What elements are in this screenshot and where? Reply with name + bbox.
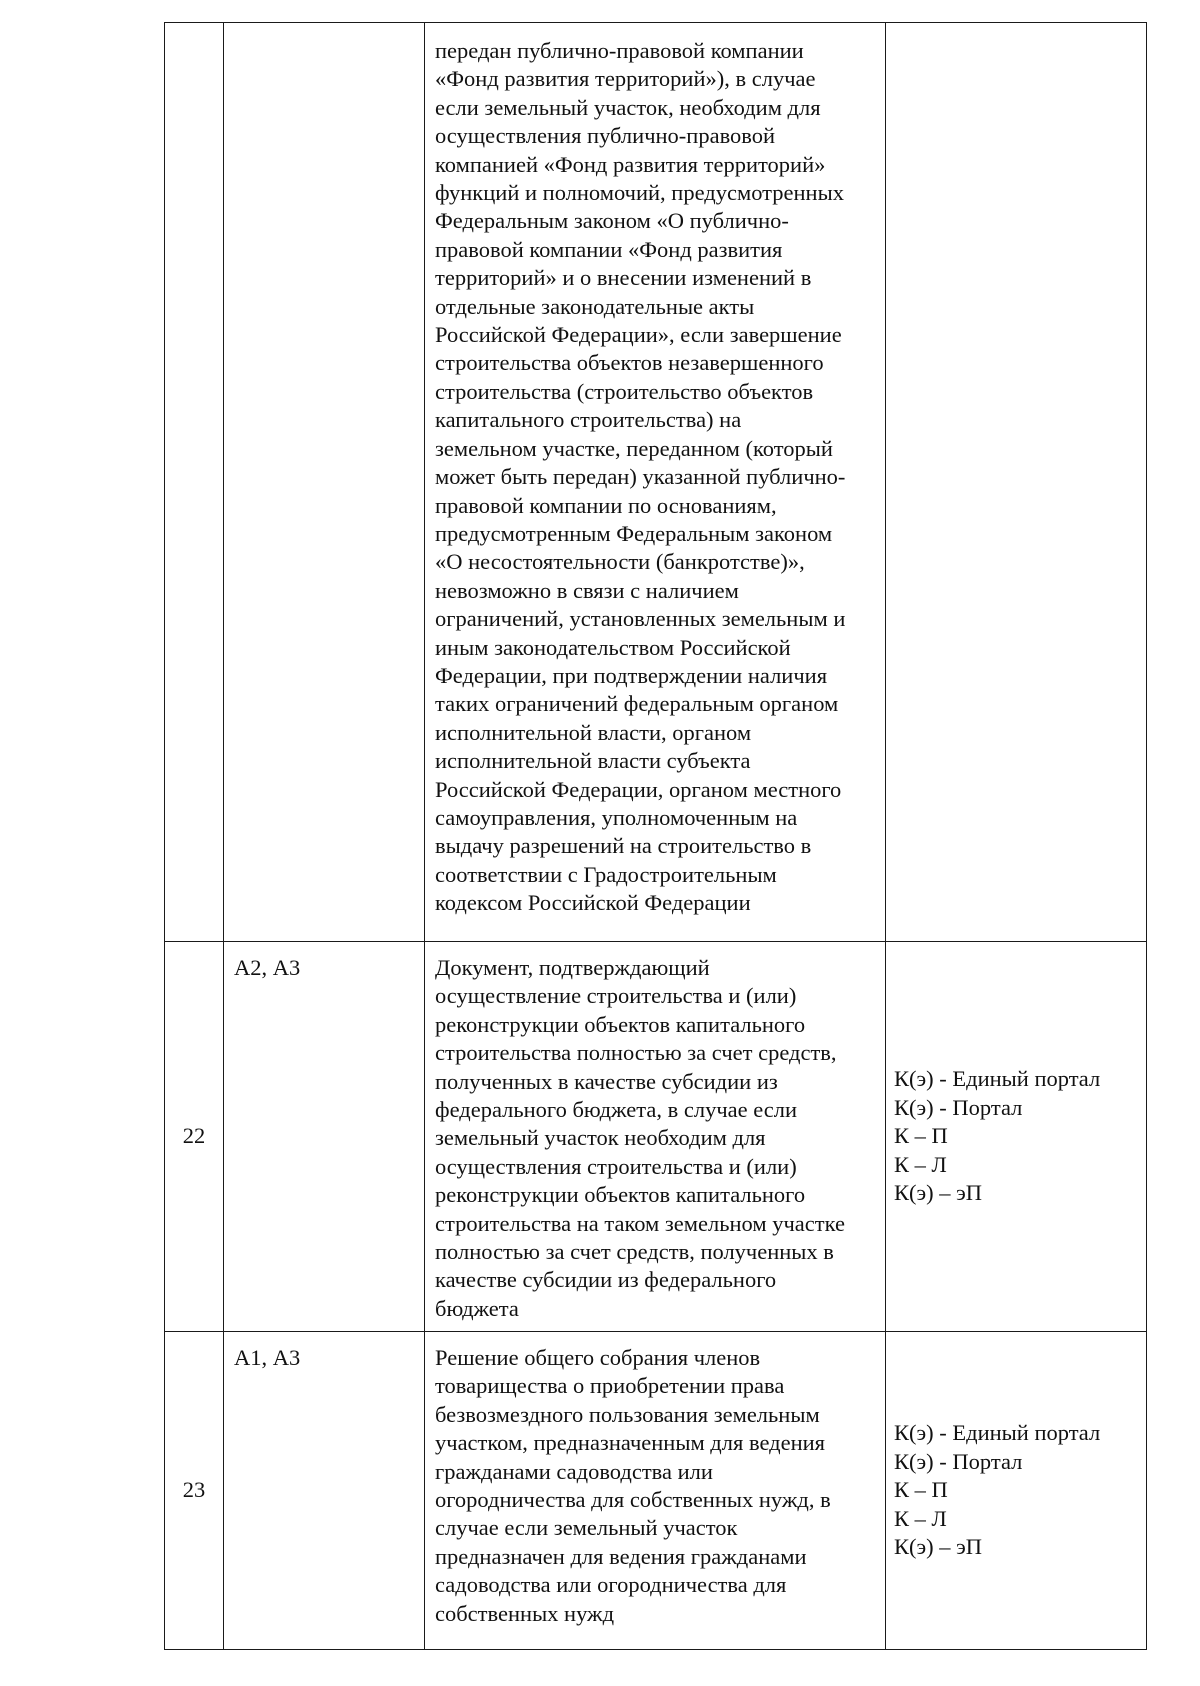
row-number: 23: [182, 1477, 206, 1503]
row-number: 22: [182, 1123, 206, 1149]
table-row: [165, 23, 1147, 942]
submission-forms-list: [886, 1419, 1146, 1561]
table-row: [165, 1332, 1147, 1650]
table-row: [165, 942, 1147, 1332]
submission-forms-list: [886, 1065, 1146, 1207]
submission-form-item: К(э) - Единый портал: [894, 1066, 1101, 1092]
applicant-codes-cell: [224, 942, 425, 1332]
applicant-codes: А1, А3: [234, 1345, 301, 1370]
document-description: Решение общего собрания членов товарищества о приобретении права безвозмездного пользования земельным участком, предназначенным для ведения гражданами садоводства или огородничества для собственных нужд, в случае если земельный участок предназначен для ведения гражданами садоводства или огородничества для собственных нужд: [435, 1345, 831, 1626]
submission-form-item: К – Л: [894, 1151, 947, 1177]
applicant-codes: [224, 23, 424, 35]
applicant-codes-cell: [224, 23, 425, 942]
submission-form-item: К – Л: [894, 1505, 947, 1531]
submission-form-item: К(э) - Единый портал: [894, 1420, 1101, 1446]
submission-form-item: К(э) - Портал: [894, 1094, 1023, 1120]
submission-form-item: К(э) – эП: [894, 1534, 983, 1560]
applicant-codes: А2, А3: [234, 955, 301, 980]
submission-form-item: К(э) – эП: [894, 1180, 983, 1206]
row-number-cell: [165, 23, 224, 942]
row-number-cell: [165, 942, 224, 1332]
submission-forms-cell: [886, 1332, 1147, 1650]
document-description: передан публично-правовой компании «Фонд развития территорий»), в случае если земельный участок, необходим для осуществления публично-правовой компанией «Фонд развития территорий» функций и полномочий, предусмотренных Федеральным законом «О публично- правовой компании «Фонд развития территорий» и о внесении изменений в отдельные законодательные акты Российской Федерации», если завершение строительства объектов незавершенного строительства (строительство объектов капитального строительства) на земельном участке, переданном (который может быть передан) указанной публично- правовой компании по основаниям, предусмотренным Федеральным законом «О несостоятельности (банкротстве)», невозможно в связи с наличием ограничений, установленных земельным и иным законодательством Российской Федерации, при подтверждении наличия таких ограничений федеральным органом исполнительной власти, органом исполнительной власти субъекта Российской Федерации, органом местного самоуправления, уполномоченным на выдачу разрешений на строительство в соответствии с Градостроительным кодексом Российской Федерации: [435, 38, 846, 916]
submission-form-item: К – П: [894, 1477, 948, 1503]
document-description-cell: [425, 1332, 886, 1650]
submission-form-item: К(э) - Портал: [894, 1448, 1023, 1474]
row-number-cell: [165, 1332, 224, 1650]
document-description: Документ, подтверждающий осуществление строительства и (или) реконструкции объектов капитального строительства полностью за счет средств, полученных в качестве субсидии из федерального бюджета, в случае если земельный участок необходим для осуществления строительства и (или) реконструкции объектов капитального строительства на таком земельном участке полностью за счет средств, полученных в качестве субсидии из федерального бюджета: [435, 955, 845, 1321]
document-description-cell: [425, 23, 886, 942]
submission-forms-cell: [886, 23, 1147, 942]
document-table: [164, 22, 1147, 1650]
submission-forms-cell: [886, 942, 1147, 1332]
applicant-codes-cell: [224, 1332, 425, 1650]
document-description-cell: [425, 942, 886, 1332]
submission-form-item: К – П: [894, 1123, 948, 1149]
